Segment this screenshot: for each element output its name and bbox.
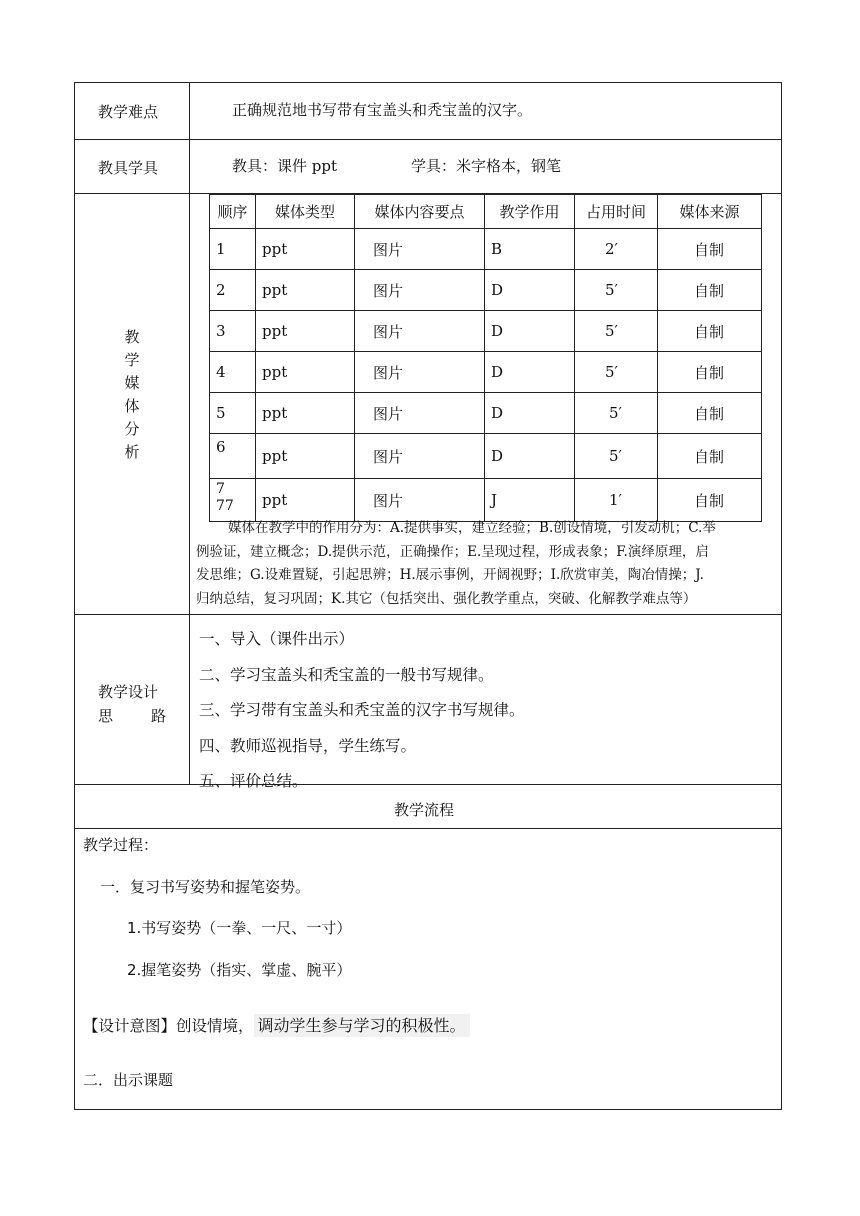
writing-posture-item: 1.书写姿势（一拳、一尺、一寸）: [127, 919, 352, 937]
design-label-line2a: 思: [98, 707, 114, 725]
design-label-line1: 教学设计: [98, 683, 159, 701]
cell-role: D: [485, 434, 575, 479]
outer-border-left: [74, 82, 75, 1110]
note-line-2: 例验证，建立概念；D.提供示范，正确操作；E.呈现过程，形成表象；F.演绎原理，启: [196, 543, 709, 560]
cell-content: 图片: [355, 311, 485, 352]
cell-role: D: [485, 352, 575, 393]
table-row: [210, 311, 762, 352]
cell-source: 自制: [658, 270, 762, 311]
cell-time: 5′: [575, 393, 658, 434]
cell-time: 5′: [575, 270, 658, 311]
flow-title: 教学流程: [394, 801, 455, 819]
tools-teacher: 教具：课件 ppt: [232, 157, 338, 175]
media-label-char-6: 析: [124, 443, 140, 461]
cell-content: 图片: [355, 393, 485, 434]
cell-source: 自制: [658, 311, 762, 352]
row-divider-3: [74, 614, 782, 615]
table-row: [210, 393, 762, 434]
header-order: 顺序: [210, 195, 256, 229]
row-divider-5: [74, 828, 782, 829]
cell-type: ppt: [256, 434, 355, 479]
cell-time: 5′: [575, 434, 658, 479]
media-label-char-1: 教: [124, 328, 140, 346]
design-step-1: 一、导入（课件出示）: [199, 630, 355, 648]
cell-type: ppt: [256, 229, 355, 270]
cell-time: 5′: [575, 352, 658, 393]
show-topic-section: 二．出示课题: [83, 1071, 174, 1089]
cell-type: ppt: [256, 393, 355, 434]
cell-order: 5: [210, 393, 256, 434]
tools-student: 学具：米字格本，钢笔: [411, 157, 562, 175]
cell-type: ppt: [256, 270, 355, 311]
cell-order: 3: [210, 311, 256, 352]
design-step-3: 三、学习带有宝盖头和秃宝盖的汉字书写规律。: [199, 701, 525, 719]
design-step-5: 五、评价总结。: [199, 772, 308, 790]
media-label-char-3: 媒: [124, 374, 140, 392]
table-row: [210, 352, 762, 393]
note-line-3: 发思维；G.设难置疑，引起思辨；H.展示事例，开阔视野；I.欣赏审美，陶冶情操；J.: [196, 567, 704, 583]
cell-content: 图片: [355, 229, 485, 270]
cell-time: 5′: [575, 311, 658, 352]
cell-type: ppt: [256, 479, 355, 522]
cell-type: ppt: [256, 352, 355, 393]
cell-role: D: [485, 311, 575, 352]
header-type: 媒体类型: [256, 195, 355, 229]
cell-role: D: [485, 270, 575, 311]
design-intent-prefix: 【设计意图】创设情境，: [83, 1017, 254, 1035]
difficulty-label: 教学难点: [98, 103, 159, 121]
cell-role: B: [485, 229, 575, 270]
outer-border-top: [74, 82, 782, 83]
header-role: 教学作用: [485, 195, 575, 229]
media-table-header: [210, 195, 762, 229]
design-step-2: 二、学习宝盖头和秃宝盖的一般书写规律。: [199, 665, 494, 684]
note-line-4: 归纳总结，复习巩固；K.其它（包括突出、强化教学重点，突破、化解教学难点等）: [196, 590, 697, 607]
cell-role: J: [485, 479, 575, 522]
media-table: [209, 194, 762, 522]
cell-order: 2: [210, 270, 256, 311]
cell-type: ppt: [256, 311, 355, 352]
process-label: 教学过程：: [83, 836, 159, 854]
outer-border-right: [781, 82, 782, 1110]
cell-source: 自制: [658, 393, 762, 434]
cell-time: 2′: [575, 229, 658, 270]
cell-content: 图片: [355, 352, 485, 393]
cell-content: 图片: [355, 479, 485, 522]
design-step-4: 四、教师巡视指导，学生练写。: [199, 736, 417, 755]
cell-source: 自制: [658, 479, 762, 522]
outer-border-bottom: [74, 1109, 782, 1110]
cell-role: D: [485, 393, 575, 434]
cell-order: 1: [210, 229, 256, 270]
design-intent: [83, 1013, 470, 1036]
cell-order: 7 77: [210, 479, 256, 522]
note-line-1: 媒体在教学中的作用分为：A.提供事实，建立经验；B.创设情境，引发动机；C.举: [228, 520, 716, 536]
header-time: 占用时间: [575, 195, 658, 229]
cell-content: 图片: [355, 434, 485, 479]
media-label-char-2: 学: [124, 351, 140, 369]
table-row: [210, 434, 762, 479]
cell-source: 自制: [658, 229, 762, 270]
row-divider-1: [74, 139, 782, 140]
media-label-char-5: 分: [124, 420, 140, 438]
tools-label: 教具学具: [98, 159, 159, 177]
design-label-line2b: 路: [151, 707, 167, 725]
table-row: [210, 270, 762, 311]
cell-source: 自制: [658, 434, 762, 479]
media-role-note: [196, 517, 776, 611]
review-section: 一．复习书写姿势和握笔姿势。: [100, 878, 311, 896]
label-column-divider: [189, 82, 190, 784]
media-label-char-4: 体: [124, 397, 140, 415]
table-row: [210, 229, 762, 270]
media-analysis-label: [118, 326, 146, 464]
design-steps: [199, 622, 525, 800]
difficulty-content: 正确规范地书写带有宝盖头和秃宝盖的汉字。: [232, 101, 533, 119]
cell-source: 自制: [658, 352, 762, 393]
pen-grip-item: 2.握笔姿势（指实、掌虚、腕平）: [127, 961, 352, 979]
cell-order: 6: [210, 434, 256, 479]
header-content: 媒体内容要点: [355, 195, 485, 229]
cell-content: 图片: [355, 270, 485, 311]
cell-order: 4: [210, 352, 256, 393]
table-row: [210, 479, 762, 522]
cell-time: 1′: [575, 479, 658, 522]
design-intent-highlight: 调动学生参与学习的积极性。: [254, 1014, 470, 1037]
header-source: 媒体来源: [658, 195, 762, 229]
